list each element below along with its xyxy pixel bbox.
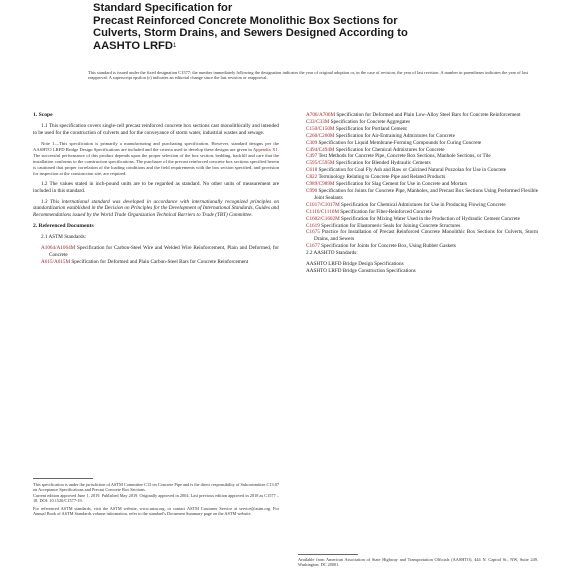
reference-link[interactable]: C1677 [306,243,320,250]
paragraph-2-1: 2.1 ASTM Standards: [41,234,87,241]
footnote-1b: Current edition approved June 1, 2019. Published May 2019. Originally approved in 2004. Last previous edition approved in 2018 as C1577 – 18. DOI: 10.1520/C1577-19. [33,492,279,504]
section-heading-referenced-documents: 2. Referenced Documents [33,223,94,230]
document-title [93,2,533,52]
designation-notice: This standard is issued under the fixed designation C1577; the number immediately following the designation indicates the year of original adoption or, in the case of revision, the year of last revision. A number in parentheses indicates the year of last reapproval. A superscript epsilon (ε) indicates an editorial change since the last revision or reapproval. [88,70,528,81]
reference-link[interactable]: C618 [306,167,318,174]
reference-item: C822 Terminology Relating to Concrete Pipe and Related Products [306,174,446,181]
reference-item: C260/C260M Specification for Air-Entraining Admixtures for Concrete [306,132,455,139]
reference-item: C990 Specification for Joints for Concrete Pipe, Manholes, and Precast Box Sections Using Preformed Flexible Joint Sealants [306,187,538,201]
paragraph-1-1: 1.1 This specification covers single-cell precast reinforced concrete box sections cast monolithically and intended to be used for the construction of culverts and for the conveyance of storm water, industrial wastes and sewage. [33,122,279,136]
reference-item: C595/C595M Specification for Blended Hydraulic Cements [306,160,431,167]
footnote-1: This specification is under the jurisdiction of ASTM Committee C13 on Concrete Pipe and is the direct responsibility of Subcommittee C13.07 on Acceptance Specifications and Precast Concrete Box Sections. [33,482,279,493]
footnotes-left [33,482,279,516]
reference-link[interactable]: A1064/A1064M [41,245,76,252]
paragraph-1-2: 1.2 The values stated in inch-pound units are to be regarded as standard. No other units of measurement are included in this standard. [33,180,279,194]
reference-item: C497 Test Methods for Concrete Pipe, Concrete Box Sections, Manhole Sections, or Tile [306,153,491,160]
reference-item: C1602/C1602M Specification for Mixing Water Used in the Production of Hydraulic Cement Concrete [306,215,520,222]
reference-link[interactable]: C150/C150M [306,125,335,132]
reference-link[interactable]: C260/C260M [306,132,335,139]
title-line: Standard Specification for [93,2,233,14]
reference-link[interactable]: C1675 [306,229,320,236]
reference-link[interactable]: C595/C595M [306,160,335,167]
reference-link[interactable]: C989/C989M [306,181,335,188]
reference-item: C618 Specification for Coal Fly Ash and Raw or Calcined Natural Pozzolan for Use in Concrete [306,167,507,174]
reference-link[interactable]: C309 [306,139,318,146]
title-line: Precast Reinforced Concrete Monolithic Box Sections for [93,14,398,27]
right-column [298,112,538,275]
reference-item: C150/C150M Specification for Portland Cement [306,125,407,132]
note-1: Note 1—This specification is primarily a manufacturing and purchasing specification. However, standard designs per the AASHTO LRFD Bridge Design Specifications are included and the criteria used to develop these designs are given in Appendix X1. The successful performance of this product depends upon the proper selection of the box section, bedding, backfill and care that the installation conforms to the construction specifications. The purchaser of the precast reinforced concrete box sections specified herein is cautioned that proper correlation of the loading conditions and the field requirements with the box section specified, and provision for inspection at the construction site, are required. [33,140,279,176]
reference-item: A1064/A1064M Specification for Carbon-Steel Wire and Welded Wire Reinforcement, Plain and Deformed, for Concrete [41,245,279,258]
reference-item: C33/C33M Specification for Concrete Aggregates [306,118,411,125]
reference-item: C1677 Specification for Joints for Concrete Box, Using Rubber Gaskets [306,243,456,250]
reference-link[interactable]: C497 [306,153,318,160]
reference-item: C494/C494M Specification for Chemical Admixtures for Concrete [306,146,445,153]
reference-link[interactable]: C1602/C1602M [306,215,340,222]
reference-link[interactable]: C990 [306,187,318,194]
reference-item: C1017/C1017M Specification for Chemical Admixtures for Use in Producing Flowing Concrete [306,201,506,208]
reference-link[interactable]: A706/A706M [306,112,336,118]
section-heading-scope: 1. Scope [33,112,53,118]
left-column [33,112,279,266]
paragraph-1-3: 1.3 This international standard was developed in accordance with internationally recognized principles on standardization established in the Decision on Principles for the Development of International Standards, Guides and Recommendations issued by the World Trade Organization Technical Barriers to Trade (TBT) Committee. [33,198,279,219]
aashto-reference: AASHTO LRFD Bridge Design Specifications [306,261,404,268]
reference-link[interactable]: A615/A615M [41,258,71,265]
footnote-divider [298,554,358,555]
title-line: AASHTO LRFD$^1$ [93,39,177,52]
reference-link[interactable]: C1017/C1017M [306,201,340,208]
title-footnote-mark: 1 [172,42,177,49]
reference-link[interactable]: C494/C494M [306,146,335,153]
reference-link[interactable]: C1116/C1116M [306,208,339,215]
reference-item: C989/C989M Specification for Slag Cement for Use in Concrete and Mortars [306,181,468,188]
aashto-reference: AASHTO LRFD Bridge Construction Specifications [306,267,416,274]
reference-item: C309 Specification for Liquid Membrane-Forming Compounds for Curing Concrete [306,139,482,146]
reference-item: A706/A706M Specification for Deformed and Plain Low-Alloy Steel Bars for Concrete Reinforcement [306,112,521,118]
footnote-2: For referenced ASTM standards, visit the ASTM website, www.astm.org, or contact ASTM Customer Service at service@astm.org. For Annual Book of ASTM Standards volume information, refer to the standard's Document Summary page on the ASTM website. [33,505,279,517]
reference-link[interactable]: C33/C33M [306,118,330,125]
reference-item: C1116/C1116M Specification for Fiber-Reinforced Concrete [306,208,432,215]
reference-item: C1619 Specification for Elastomeric Seals for Joining Concrete Structures [306,222,461,229]
title-line: Culverts, Storm Drains, and Sewers Designed According to [93,27,408,40]
reference-link[interactable]: C1619 [306,222,320,229]
reference-item: C1675 Practice for Installation of Precast Reinforced Concrete Monolithic Box Sections for Culverts, Storm Drains, and Sewers [306,229,538,243]
reference-link[interactable]: C822 [306,174,318,181]
paragraph-2-2: 2.2 AASHTO Standards: [306,250,358,257]
appendix-link[interactable]: Appendix X1 [252,146,278,152]
reference-item: A615/A615M Specification for Deformed and Plain Carbon-Steel Bars for Concrete Reinforcement [41,258,249,265]
footnote-3: Available from American Association of State Highway and Transportation Officials (AASHTO), 444 N. Capitol St., NW, Suite 249, Washington, DC 20001. [298,557,538,568]
footnote-divider [33,478,93,479]
